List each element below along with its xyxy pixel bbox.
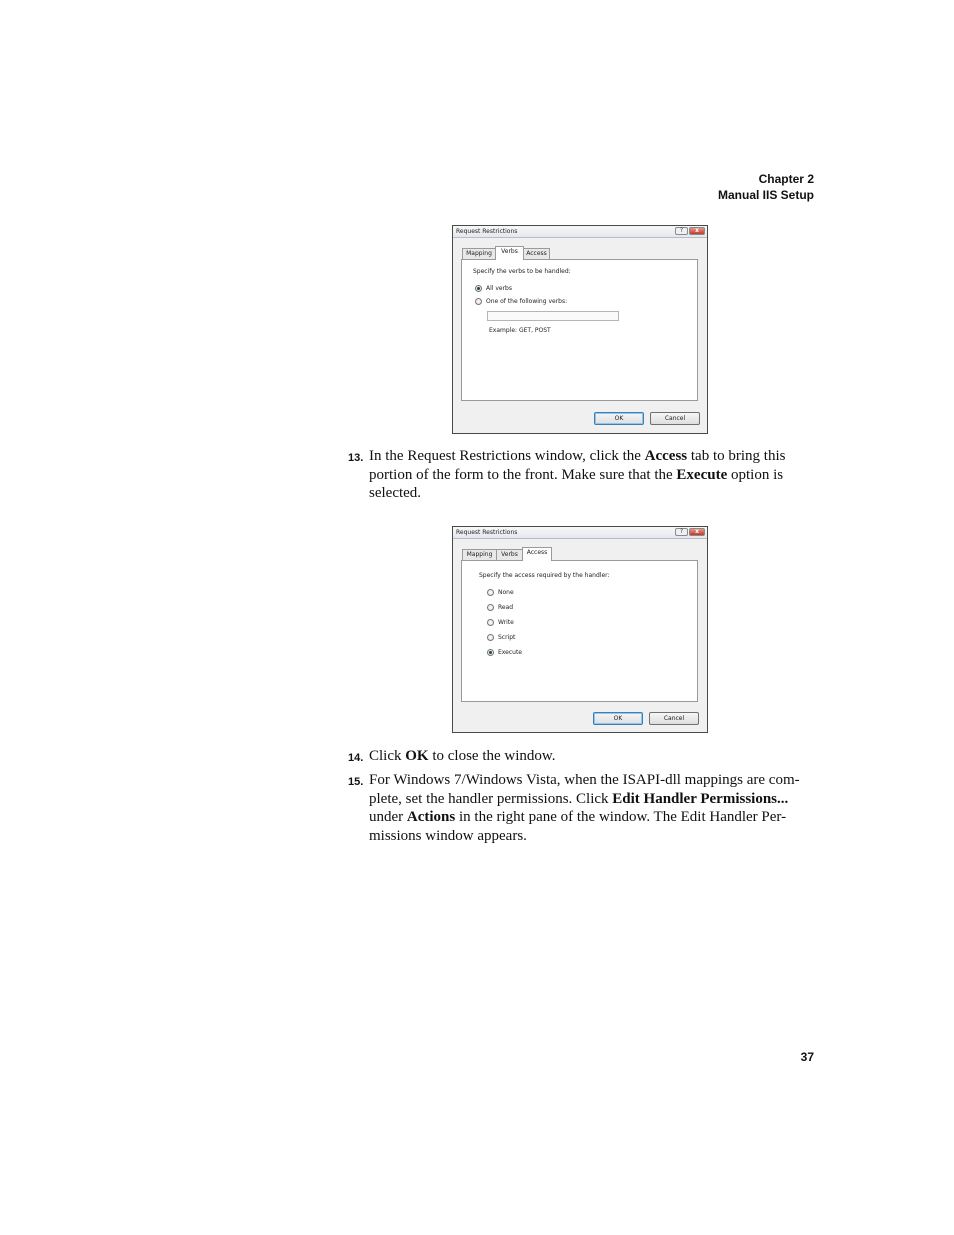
step-number: 13.: [348, 452, 364, 464]
verbs-panel: [461, 259, 698, 401]
chapter-label: Chapter 2: [758, 172, 814, 186]
all-verbs-label: All verbs: [486, 285, 512, 292]
tab-mapping[interactable]: Mapping: [462, 248, 496, 259]
tab-verbs[interactable]: Verbs: [495, 246, 524, 260]
script-label: Script: [498, 634, 516, 641]
help-icon[interactable]: ?: [675, 227, 688, 235]
all-verbs-radio[interactable]: [475, 285, 482, 292]
step-13: [348, 447, 814, 503]
none-radio[interactable]: [487, 589, 494, 596]
verbs-input[interactable]: [487, 311, 619, 321]
step-15: [348, 771, 814, 845]
step-text: In the Request Restrictions window, click the Access tab to bring this portion of the form to the front. Make sure that the Execute option is selected.: [369, 448, 786, 501]
page-number: 37: [800, 1050, 814, 1064]
ok-button[interactable]: OK: [594, 412, 644, 425]
step-number: 15.: [348, 776, 364, 788]
access-panel: [461, 560, 698, 702]
running-header: [718, 171, 814, 203]
help-icon[interactable]: ?: [675, 528, 688, 536]
step-text: For Windows 7/Windows Vista, when the ISAPI-dll mappings are com-plete, set the handler permissions. Click Edit Handler Permissions... under Actions in the right pane of the window. The Edit Handler Per-missions window appears.: [369, 772, 800, 844]
verbs-prompt: Specify the verbs to be handled:: [473, 268, 571, 275]
read-radio[interactable]: [487, 604, 494, 611]
tab-verbs[interactable]: Verbs: [496, 549, 523, 560]
none-label: None: [498, 589, 514, 596]
script-radio[interactable]: [487, 634, 494, 641]
request-restrictions-dialog-access: [452, 526, 708, 733]
request-restrictions-dialog-verbs: [452, 225, 708, 434]
ok-button[interactable]: OK: [593, 712, 643, 725]
access-prompt: Specify the access required by the handler:: [479, 572, 610, 579]
tab-access[interactable]: Access: [522, 547, 552, 561]
step-number: 14.: [348, 752, 364, 764]
dialog-titlebar: [453, 226, 707, 238]
section-label: Manual IIS Setup: [717, 188, 814, 202]
step-14: [348, 747, 814, 766]
dialog-title: Request Restrictions: [456, 228, 518, 235]
write-radio[interactable]: [487, 619, 494, 626]
read-label: Read: [498, 604, 514, 611]
following-verbs-radio[interactable]: [475, 298, 482, 305]
following-verbs-label: One of the following verbs:: [486, 298, 568, 305]
dialog-title: Request Restrictions: [456, 529, 518, 536]
cancel-button[interactable]: Cancel: [649, 712, 699, 725]
dialog-titlebar: [453, 527, 707, 539]
tab-mapping[interactable]: Mapping: [462, 549, 497, 560]
step-text: Click OK to close the window.: [369, 748, 556, 764]
execute-label: Execute: [498, 649, 522, 656]
close-icon[interactable]: x: [689, 227, 705, 235]
verbs-example: Example: GET, POST: [489, 327, 551, 334]
execute-radio[interactable]: [487, 649, 494, 656]
tab-access[interactable]: Access: [523, 248, 550, 259]
cancel-button[interactable]: Cancel: [650, 412, 700, 425]
write-label: Write: [498, 619, 514, 626]
close-icon[interactable]: x: [689, 528, 705, 536]
